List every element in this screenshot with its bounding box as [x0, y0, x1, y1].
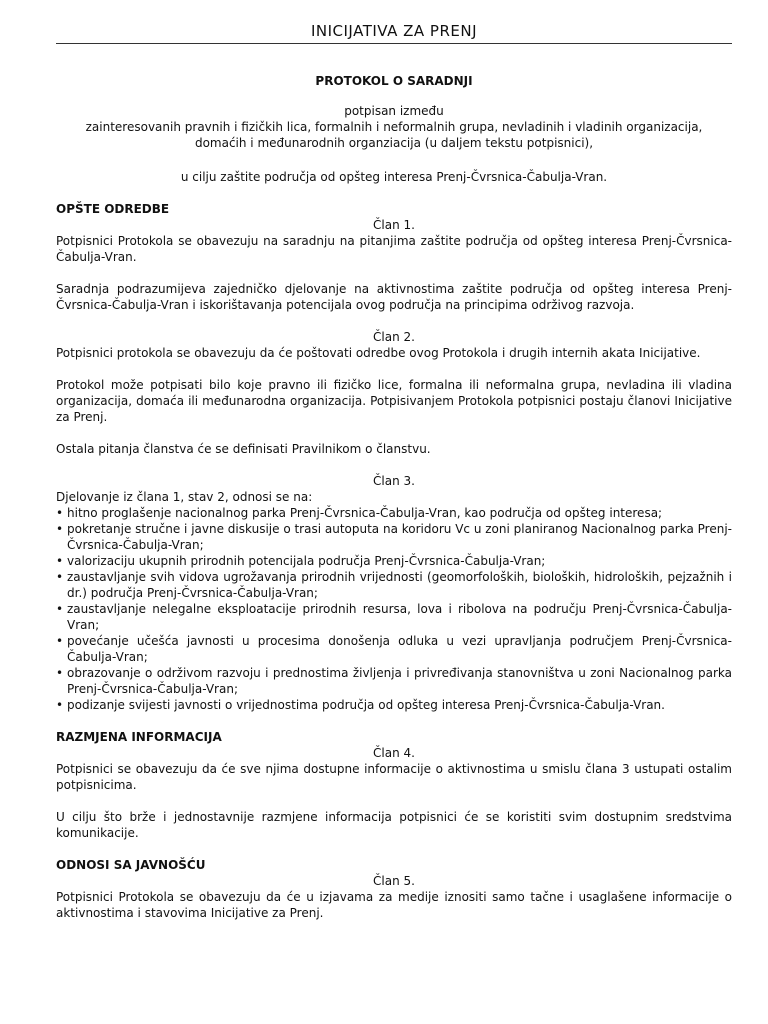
section-heading-public: ODNOSI SA JAVNOŠĆU [56, 858, 206, 872]
list-item-text: povećanje učešća javnosti u procesima donošenja odluka u vezi upravljanja područjem Prenj-Čvrsnica-Čabulja-Vran; [67, 634, 732, 664]
bullet-icon: • [56, 698, 64, 712]
list-item [56, 665, 732, 697]
article-4-paragraph-1: Potpisnici se obavezuju da će sve njima dostupne informacije o aktivnostima u smislu člana 3 ustupati ostalim potpisnicima. [56, 762, 732, 792]
article-2-paragraph-1: Potpisnici protokola se obavezuju da će poštovati odredbe ovog Protokola i drugih internih akata Inicijative. [56, 346, 701, 360]
list-item-text: hitno proglašenje nacionalnog parka Prenj-Čvrsnica-Čabulja-Vran, kao područja od opšteg interesa; [67, 506, 663, 520]
bullet-icon: • [56, 554, 64, 568]
protocol-title: PROTOKOL O SARADNJI [315, 74, 473, 88]
bullet-icon: • [56, 666, 64, 680]
article-3-heading: Član 3. [373, 474, 415, 488]
article-3-intro: Djelovanje iz člana 1, stav 2, odnosi se na: [56, 490, 313, 504]
list-item [56, 521, 732, 553]
list-item [56, 505, 732, 521]
list-item [56, 697, 732, 713]
article-1-paragraph-2: Saradnja podrazumijeva zajedničko djelovanje na aktivnostima zaštite područja od opšteg interesa Prenj-Čvrsnica-Čabulja-Vran i iskorištavanja potencijala ovog područja na principima održivog razvoja. [56, 282, 732, 312]
bullet-icon: • [56, 634, 64, 648]
article-2-paragraph-2: Protokol može potpisati bilo koje pravno ili fizičko lice, formalna ili neformalna grupa, nevladina ili vladina organizacija, domaća ili međunarodna organizacija. Potpisivanjem Protokola potpisnici postaju članovi Inicijative za Prenj. [56, 378, 732, 424]
list-item [56, 601, 732, 633]
bullet-icon: • [56, 506, 64, 520]
article-5-paragraph-1: Potpisnici Protokola se obavezuju da će u izjavama za medije iznositi samo tačne i usaglašene informacije o aktivnostima i stavovima Inicijative za Prenj. [56, 890, 732, 920]
article-2-heading: Član 2. [373, 330, 415, 344]
list-item-text: podizanje svijesti javnosti o vrijednostima područja od opšteg interesa Prenj-Čvrsnica-Čabulja-Vran. [67, 698, 665, 712]
article-1-heading: Član 1. [373, 218, 415, 232]
section-heading-exchange: RAZMJENA INFORMACIJA [56, 730, 222, 744]
list-item-text: valorizaciju ukupnih prirodnih potencijala područja Prenj-Čvrsnica-Čabulja-Vran; [67, 554, 546, 568]
article-4-heading: Član 4. [373, 746, 415, 760]
list-item [56, 553, 732, 569]
intro-line-3: domaćih i međunarodnih organziacija (u daljem tekstu potpisnici), [194, 136, 594, 150]
list-item-text: pokretanje stručne i javne diskusije o trasi autoputa na koridoru Vc u zoni planiranog Nacionalnog parka Prenj-Čvrsnica-Čabulja-Vran; [67, 522, 732, 552]
list-item-text: zaustavljanje nelegalne eksploatacije prirodnih resursa, lova i ribolova na području Prenj-Čvrsnica-Čabulja-Vran; [67, 602, 732, 632]
article-1-paragraph-1: Potpisnici Protokola se obavezuju na saradnju na pitanjima zaštite područja od opšteg interesa Prenj-Čvrsnica-Čabulja-Vran. [56, 234, 732, 264]
intro-line-2: zainteresovanih pravnih i fizičkih lica, formalnih i neformalnih grupa, nevladinih i vladinih organizacija, [85, 120, 703, 134]
list-item [56, 569, 732, 601]
bullet-icon: • [56, 522, 64, 536]
list-item-text: zaustavljanje svih vidova ugrožavanja prirodnih vrijednosti (geomorfoloških, bioloških, hidroloških, pejzažnih i dr.) područja Prenj-Čvrsnica-Čabulja-Vran; [67, 570, 732, 600]
section-heading-general: OPŠTE ODREDBE [56, 202, 170, 216]
list-item-text: obrazovanje o održivom razvoju i prednostima življenja i privređivanja stanovništva u zoni Nacionalnog parka Prenj-Čvrsnica-Čabulja-Vran; [67, 666, 732, 696]
list-item [56, 633, 732, 665]
intro-purpose: u cilju zaštite područja od opšteg interesa Prenj-Čvrsnica-Čabulja-Vran. [180, 170, 608, 184]
article-5-heading: Član 5. [373, 874, 415, 888]
bullet-icon: • [56, 602, 64, 616]
bullet-icon: • [56, 570, 64, 584]
article-3-list [56, 505, 732, 713]
article-4-paragraph-2: U cilju što brže i jednostavnije razmjene informacija potpisnici će se koristiti svim dostupnim sredstvima komunikacije. [56, 810, 732, 840]
article-2-paragraph-3: Ostala pitanja članstva će se definisati Pravilnikom o članstvu. [56, 442, 431, 456]
header-divider [56, 43, 732, 44]
document-body [56, 73, 732, 921]
document-header-title: INICIJATIVA ZA PRENJ [310, 22, 478, 40]
intro-line-1: potpisan između [344, 104, 444, 118]
